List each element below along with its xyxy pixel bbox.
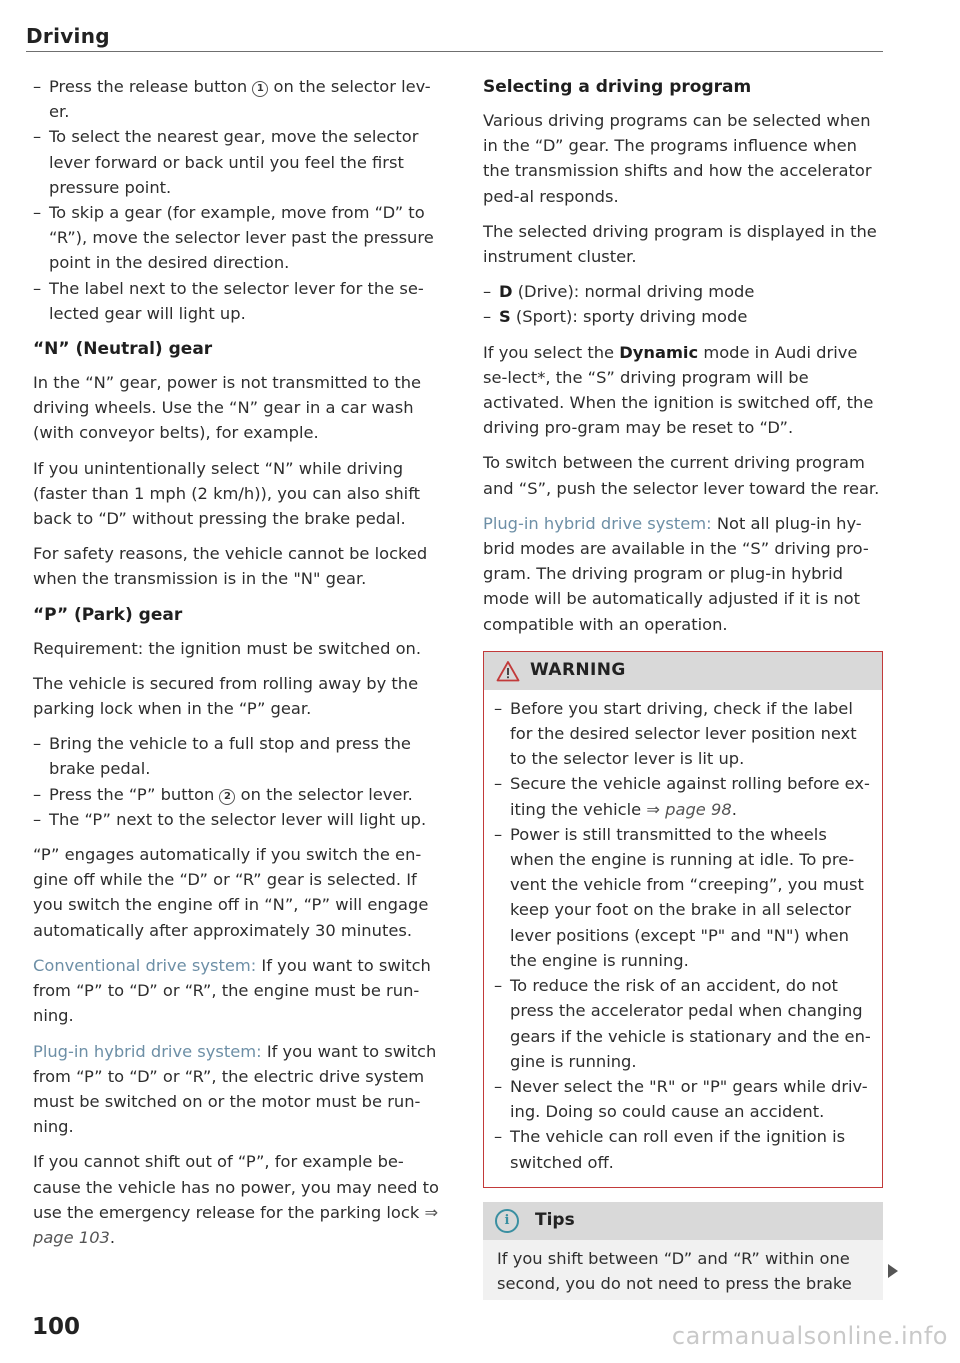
- list-item: – Before you start driving, check if the label for the desired selector lever position next to the selector lever is lit up.: [494, 696, 872, 772]
- neutral-gear-heading: “N” (Neutral) gear: [33, 339, 213, 360]
- paragraph: If you unintentionally select “N” while driving (faster than 1 mph (2 km/h)), you can also shift back to “D” without pressing the brake pedal.: [33, 458, 421, 529]
- info-icon: i: [495, 1209, 519, 1233]
- page-number: 100: [32, 1314, 81, 1340]
- callout-1-icon: 1: [252, 81, 268, 97]
- paragraph: Requirement: the ignition must be switched on.: [33, 638, 422, 658]
- page-reference-link[interactable]: ⇒ page 103: [33, 1202, 439, 1247]
- park-gear-heading: “P” (Park) gear: [33, 604, 183, 625]
- plugin-hybrid-label: Plug-in hybrid drive system:: [483, 513, 712, 533]
- tips-text: If you shift between “D” and “R” within one second, you do not need to press the brake: [497, 1248, 852, 1293]
- paragraph: Plug-in hybrid drive system: If you want to switch from “P” to “D” or “R”, the electric drive system must be switched on or the motor must be run-ning.: [33, 1041, 437, 1137]
- watermark: carmanualsonline.info: [671, 1322, 948, 1350]
- warning-header: [484, 652, 882, 690]
- warning-triangle-icon: [496, 660, 520, 682]
- plugin-hybrid-label: Plug-in hybrid drive system:: [33, 1041, 262, 1061]
- tips-body: [483, 1240, 883, 1300]
- paragraph: If you select the Dynamic mode in Audi drive se-lect*, the “S” driving program will be activated. When the ignition is switched off, the driving pro-gram may be reset to “D”.: [483, 342, 874, 438]
- tips-header: [483, 1202, 883, 1240]
- warning-list: [494, 696, 872, 1175]
- release-steps-list: [33, 74, 451, 326]
- list-item: – S (Sport): sporty driving mode: [483, 304, 883, 329]
- page-section-title: Driving: [26, 24, 110, 48]
- list-item: – To reduce the risk of an accident, do not press the accelerator pedal when changing gears if the vehicle is stationary and the en-gine is running.: [494, 973, 872, 1074]
- park-steps-list: [33, 731, 451, 832]
- driving-modes-list: [483, 279, 883, 329]
- paragraph: For safety reasons, the vehicle cannot be locked when the transmission is in the "N" gear.: [33, 544, 428, 589]
- paragraph: Plug-in hybrid drive system: Not all plug-in hy-brid modes are available in the “S” driving pro-gram. The driving program or plug-in hybrid mode will be automatically adjusted if it is not compatible with an operation.: [483, 513, 869, 634]
- paragraph: The selected driving program is displayed in the instrument cluster.: [483, 221, 877, 267]
- paragraph: To switch between the current driving program and “S”, push the selector lever toward the rear.: [483, 453, 880, 498]
- warning-box: [483, 651, 883, 1188]
- conventional-drive-label: Conventional drive system:: [33, 955, 257, 975]
- warning-body: [484, 690, 882, 1187]
- list-item: – Bring the vehicle to a full stop and press the brake pedal.: [33, 731, 451, 781]
- paragraph: In the “N” gear, power is not transmitted to the driving wheels. Use the “N” gear in a car wash (with conveyor belts), for example.: [33, 373, 422, 443]
- list-item: – Never select the "R" or "P" gears while driv-ing. Doing so could cause an accident.: [494, 1074, 872, 1124]
- paragraph: Conventional drive system: If you want to switch from “P” to “D” or “R”, the engine must be run-ning.: [33, 955, 431, 1026]
- right-column: [483, 74, 883, 1300]
- list-item: – D (Drive): normal driving mode: [483, 279, 883, 304]
- warning-title: WARNING: [530, 660, 626, 681]
- list-item: – To skip a gear (for example, move from “D” to “R”), move the selector lever past the pressure point in the desired direction.: [33, 200, 451, 276]
- paragraph: If you cannot shift out of “P”, for example be-cause the vehicle has no power, you may need to use the emergency release for the parking lock ⇒ page 103.: [33, 1152, 440, 1247]
- header-divider: [26, 51, 883, 52]
- page-reference-link[interactable]: ⇒ page 98: [646, 799, 732, 819]
- driving-program-heading: Selecting a driving program: [483, 77, 752, 97]
- list-item: – The vehicle can roll even if the ignition is switched off.: [494, 1124, 872, 1174]
- continue-arrow-icon: [888, 1264, 898, 1278]
- list-item: – The “P” next to the selector lever will light up.: [33, 807, 451, 832]
- paragraph: “P” engages automatically if you switch the en-gine off while the “D” or “R” gear is selected. If you switch the engine off in “N”, “P” will engage automatically after approximately 30 minutes.: [33, 845, 429, 940]
- list-item: – Press the “P” button 2 on the selector lever.: [33, 782, 451, 807]
- paragraph: The vehicle is secured from rolling away by the parking lock when in the “P” gear.: [33, 673, 419, 719]
- list-item: – The label next to the selector lever for the se-lected gear will light up.: [33, 276, 451, 326]
- paragraph: Various driving programs can be selected when in the “D” gear. The programs influence when the transmission shifts and how the accelerator ped-al responds.: [483, 111, 872, 206]
- tips-title: Tips: [535, 1210, 575, 1231]
- list-item: – Power is still transmitted to the wheels when the engine is running at idle. To pre-vent the vehicle from “creeping”, you must keep your foot on the brake in all selector lever positions (except "P" and "N") when the engine is running.: [494, 822, 872, 973]
- left-column: [33, 74, 451, 1260]
- list-item: – Press the release button 1 on the selector lev-er.: [33, 74, 451, 124]
- list-item: – To select the nearest gear, move the selector lever forward or back until you feel the first pressure point.: [33, 124, 451, 200]
- list-item: – Secure the vehicle against rolling before ex-iting the vehicle ⇒ page 98.: [494, 771, 872, 821]
- callout-2-icon: 2: [219, 789, 235, 805]
